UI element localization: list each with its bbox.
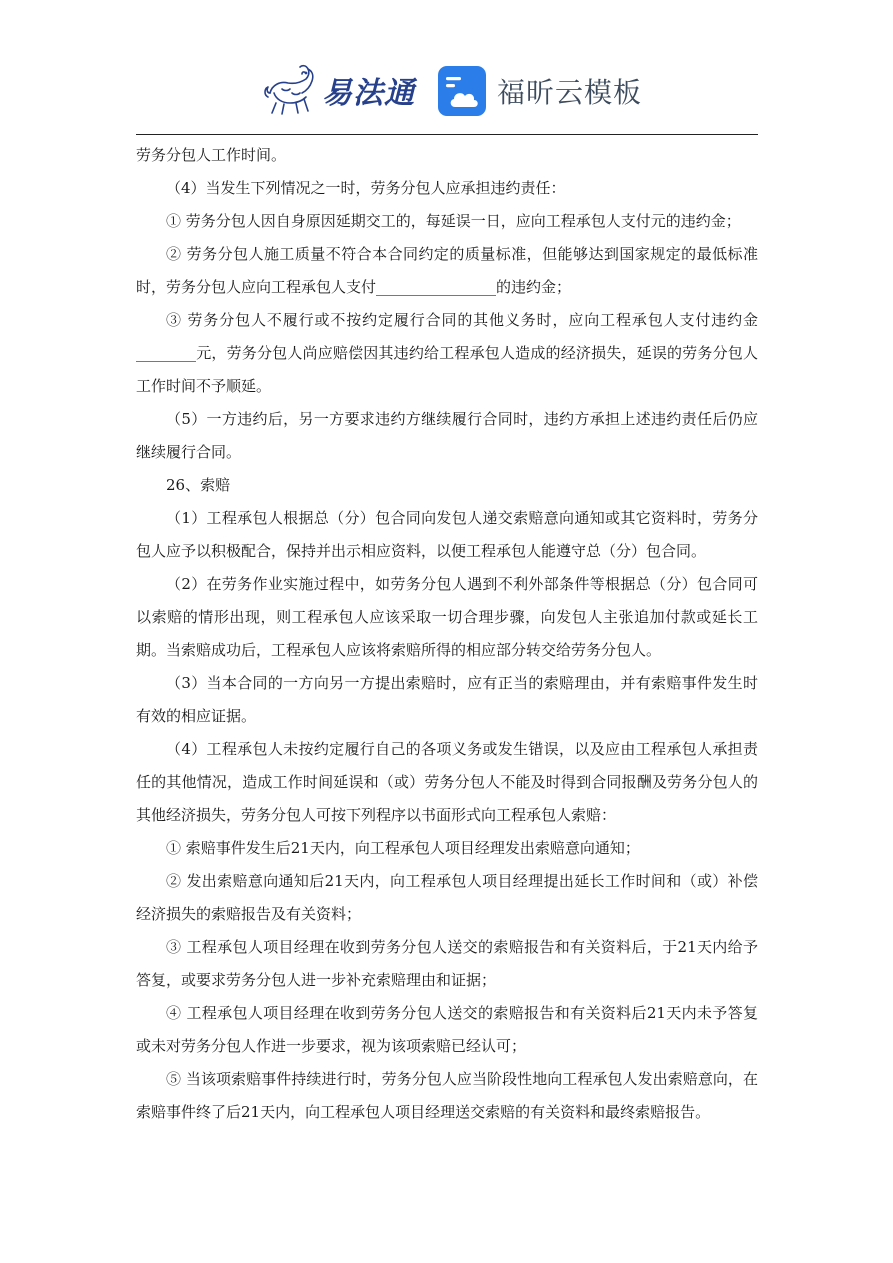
document-body <box>136 139 758 1129</box>
paragraph: 26、索赔 <box>166 476 231 494</box>
paragraph: （4）当发生下列情况之一时，劳务分包人应承担违约责任： <box>166 179 566 197</box>
paragraph: 劳务分包人工作时间。 <box>136 146 287 164</box>
paragraph: ④ 工程承包人项目经理在收到劳务分包人送交的索赔报告和有关资料后21天内未予答复或未对劳务分包人作进一步要求，视为该项索赔已经认可； <box>136 1004 758 1055</box>
cloud-document-icon <box>437 65 487 117</box>
fuxin-cloud-template-logo <box>437 64 642 118</box>
paragraph: （2）在劳务作业实施过程中，如劳务分包人遇到不利外部条件等根据总（分）包合同可以索赔的情形出现，则工程承包人应该采取一切合理步骤，向发包人主张追加付款或延长工期。当索赔成功后，工程承包人应该将索赔所得的相应部分转交给劳务分包人。 <box>136 575 758 659</box>
paragraph: （5）一方违约后，另一方要求违约方继续履行合同时，违约方承担上述违约责任后仍应继续履行合同。 <box>136 410 758 461</box>
yifatong-logo <box>262 62 422 118</box>
page-header <box>0 0 893 136</box>
paragraph: ① 劳务分包人因自身原因延期交工的，每延误一日，应向工程承包人支付元的违约金； <box>166 212 741 230</box>
brand-right-text: 福昕云模板 <box>497 76 643 109</box>
paragraph: ② 劳务分包人施工质量不符合本合同约定的质量标准，但能够达到国家规定的最低标准时，劳务分包人应向工程承包人支付________________的违约金； <box>136 245 758 296</box>
paragraph: （3）当本合同的一方向另一方提出索赔时，应有正当的索赔理由，并有索赔事件发生时有效的相应证据。 <box>136 674 758 725</box>
paragraph: ① 索赔事件发生后21天内，向工程承包人项目经理发出索赔意向通知； <box>166 839 640 857</box>
paragraph: ③ 工程承包人项目经理在收到劳务分包人送交的索赔报告和有关资料后，于21天内给予答复，或要求劳务分包人进一步补充索赔理由和证据； <box>136 938 758 989</box>
paragraph: ② 发出索赔意向通知后21天内，向工程承包人项目经理提出延长工作时间和（或）补偿经济损失的索赔报告及有关资料； <box>136 872 758 923</box>
qilin-emblem-icon <box>262 63 320 117</box>
brand-left-text: 易法通 <box>322 76 415 111</box>
paragraph: ③ 劳务分包人不履行或不按约定履行合同的其他义务时，应向工程承包人支付违约金________元，劳务分包人尚应赔偿因其违约给工程承包人造成的经济损失，延误的劳务分包人工作时间不予顺延。 <box>136 311 758 395</box>
paragraph: ⑤ 当该项索赔事件持续进行时，劳务分包人应当阶段性地向工程承包人发出索赔意向，在索赔事件终了后21天内，向工程承包人项目经理送交索赔的有关资料和最终索赔报告。 <box>136 1070 758 1121</box>
paragraph: （4）工程承包人未按约定履行自己的各项义务或发生错误，以及应由工程承包人承担责任的其他情况，造成工作时间延误和（或）劳务分包人不能及时得到合同报酬及劳务分包人的其他经济损失，劳务分包人可按下列程序以书面形式向工程承包人索赔： <box>136 740 758 824</box>
header-divider <box>136 134 758 135</box>
paragraph: （1）工程承包人根据总（分）包合同向发包人递交索赔意向通知或其它资料时，劳务分包人应予以积极配合，保持并出示相应资料，以便工程承包人能遵守总（分）包合同。 <box>136 509 758 560</box>
